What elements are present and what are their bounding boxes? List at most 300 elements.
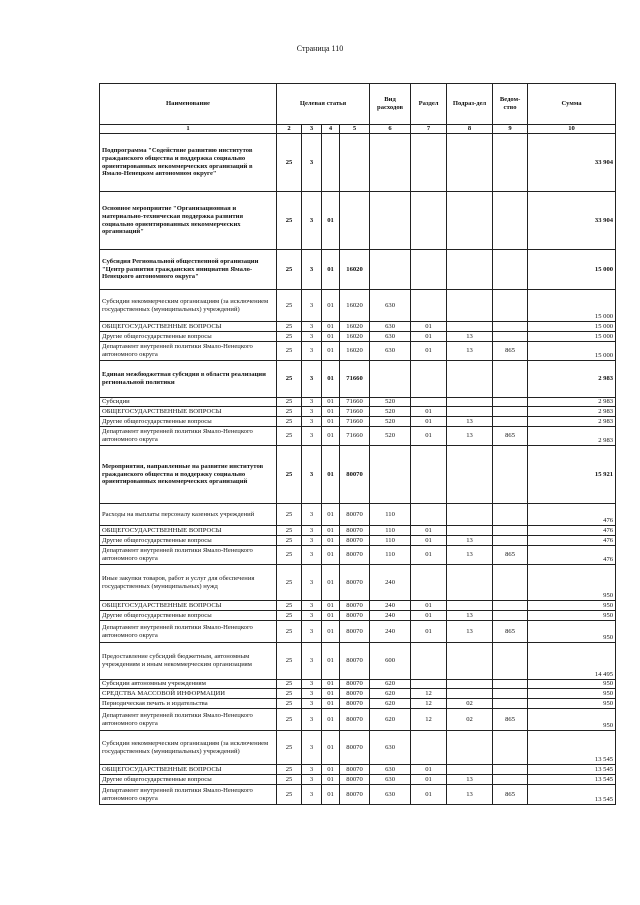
row-name-cell: ОБЩЕГОСУДАРСТВЕННЫЕ ВОПРОСЫ	[100, 407, 277, 417]
section-cell	[411, 134, 447, 192]
row-name-cell: Другие общегосударственные вопросы	[100, 775, 277, 785]
table-row	[100, 643, 616, 680]
subsection-cell	[447, 134, 493, 192]
target-code-4-cell: 80070	[340, 709, 370, 731]
target-code-4-cell: 71660	[340, 361, 370, 398]
target-code-1-cell: 25	[277, 398, 302, 407]
target-code-2-cell: 3	[302, 361, 322, 398]
department-cell	[493, 731, 528, 765]
subsection-cell: 13	[447, 546, 493, 565]
target-code-3-cell: 01	[322, 290, 340, 322]
department-cell: 865	[493, 546, 528, 565]
subsection-cell: 02	[447, 709, 493, 731]
expense-type-cell: 630	[370, 765, 411, 775]
target-code-4-cell: 80070	[340, 536, 370, 546]
col-header-subsection: Подраз-дел	[447, 84, 493, 125]
expense-type-cell: 620	[370, 709, 411, 731]
row-name-cell: Периодическая печать и издательства	[100, 699, 277, 709]
target-code-2-cell: 3	[302, 621, 322, 643]
subsection-cell: 13	[447, 427, 493, 446]
subsection-cell	[447, 731, 493, 765]
expense-type-cell: 630	[370, 731, 411, 765]
expense-type-cell: 600	[370, 643, 411, 680]
target-code-2-cell: 3	[302, 731, 322, 765]
target-code-3-cell: 01	[322, 775, 340, 785]
department-cell	[493, 504, 528, 526]
expense-type-cell: 520	[370, 407, 411, 417]
department-cell: 865	[493, 709, 528, 731]
target-code-4-cell: 71660	[340, 427, 370, 446]
table-row	[100, 546, 616, 565]
department-cell	[493, 680, 528, 689]
table-row	[100, 361, 616, 398]
expense-type-cell: 620	[370, 689, 411, 699]
column-number-row	[100, 125, 616, 134]
sum-cell: 13 545	[528, 785, 616, 805]
subsection-cell: 13	[447, 332, 493, 342]
department-cell: 865	[493, 785, 528, 805]
row-name-cell: Иные закупки товаров, работ и услуг для обеспечения государственных (муниципальных) нужд	[100, 565, 277, 601]
sum-cell: 950	[528, 621, 616, 643]
sum-cell: 476	[528, 504, 616, 526]
table-row	[100, 765, 616, 775]
department-cell	[493, 699, 528, 709]
target-code-3-cell: 01	[322, 765, 340, 775]
target-code-4-cell: 71660	[340, 407, 370, 417]
subsection-cell	[447, 361, 493, 398]
target-code-3-cell: 01	[322, 699, 340, 709]
section-cell	[411, 731, 447, 765]
target-code-4-cell: 80070	[340, 446, 370, 504]
subsection-cell	[447, 322, 493, 332]
section-cell: 01	[411, 601, 447, 611]
subsection-cell: 13	[447, 775, 493, 785]
row-name-cell: Департамент внутренней политики Ямало-Ненецкого автономного округа	[100, 785, 277, 805]
section-cell: 01	[411, 342, 447, 361]
row-name-cell: Другие общегосударственные вопросы	[100, 536, 277, 546]
sum-cell: 15 921	[528, 446, 616, 504]
expense-type-cell: 240	[370, 601, 411, 611]
col-number: 5	[340, 125, 370, 134]
target-code-4-cell: 80070	[340, 611, 370, 621]
target-code-4-cell: 80070	[340, 565, 370, 601]
table-row	[100, 250, 616, 290]
row-name-cell: ОБЩЕГОСУДАРСТВЕННЫЕ ВОПРОСЫ	[100, 601, 277, 611]
target-code-1-cell: 25	[277, 621, 302, 643]
target-code-3-cell: 01	[322, 785, 340, 805]
target-code-2-cell: 3	[302, 680, 322, 689]
target-code-2-cell: 3	[302, 342, 322, 361]
subsection-cell	[447, 643, 493, 680]
table-row	[100, 699, 616, 709]
department-cell	[493, 536, 528, 546]
subsection-cell	[447, 290, 493, 322]
sum-cell: 15 000	[528, 322, 616, 332]
target-code-1-cell: 25	[277, 689, 302, 699]
section-cell: 12	[411, 699, 447, 709]
subsection-cell: 13	[447, 611, 493, 621]
table-row	[100, 601, 616, 611]
section-cell: 01	[411, 407, 447, 417]
target-code-4-cell: 80070	[340, 680, 370, 689]
target-code-1-cell: 25	[277, 565, 302, 601]
target-code-1-cell: 25	[277, 765, 302, 775]
expense-type-cell	[370, 250, 411, 290]
target-code-4-cell: 16020	[340, 322, 370, 332]
table-row	[100, 775, 616, 785]
target-code-4-cell: 16020	[340, 332, 370, 342]
row-name-cell: Единая межбюджетная субсидия в области реализации региональной политики	[100, 361, 277, 398]
row-name-cell: Субсидии некоммерческим организациям (за исключением государственных (муниципальных) учреждений)	[100, 290, 277, 322]
target-code-3-cell: 01	[322, 621, 340, 643]
sum-cell: 476	[528, 536, 616, 546]
sum-cell: 2 983	[528, 427, 616, 446]
target-code-1-cell: 25	[277, 785, 302, 805]
target-code-3-cell: 01	[322, 417, 340, 427]
sum-cell: 15 000	[528, 342, 616, 361]
department-cell	[493, 689, 528, 699]
row-name-cell: Субсидия Региональной общественной организации "Центр развития гражданских инициатив Ямало-Ненецкого автономного округа"	[100, 250, 277, 290]
department-cell	[493, 446, 528, 504]
row-name-cell: Мероприятия, направленные на развитие институтов гражданского общества и поддержку социально ориентированных некоммерческих организаций	[100, 446, 277, 504]
col-header-target: Целевая статья	[277, 84, 370, 125]
expense-type-cell: 620	[370, 699, 411, 709]
target-code-4-cell: 71660	[340, 417, 370, 427]
subsection-cell	[447, 765, 493, 775]
expense-type-cell: 630	[370, 290, 411, 322]
expense-type-cell: 240	[370, 565, 411, 601]
target-code-3-cell: 01	[322, 427, 340, 446]
table-row	[100, 621, 616, 643]
target-code-3-cell: 01	[322, 643, 340, 680]
row-name-cell: ОБЩЕГОСУДАРСТВЕННЫЕ ВОПРОСЫ	[100, 526, 277, 536]
target-code-4-cell: 80070	[340, 765, 370, 775]
department-cell	[493, 565, 528, 601]
col-header-sum: Сумма	[528, 84, 616, 125]
col-number: 1	[100, 125, 277, 134]
expense-type-cell: 630	[370, 785, 411, 805]
table-row	[100, 417, 616, 427]
target-code-3-cell: 01	[322, 536, 340, 546]
target-code-1-cell: 25	[277, 361, 302, 398]
col-header-name: Наименование	[100, 84, 277, 125]
section-cell: 01	[411, 332, 447, 342]
table-row	[100, 680, 616, 689]
target-code-3-cell: 01	[322, 680, 340, 689]
target-code-1-cell: 25	[277, 680, 302, 689]
target-code-3-cell: 01	[322, 504, 340, 526]
target-code-3-cell: 01	[322, 611, 340, 621]
target-code-4-cell: 80070	[340, 699, 370, 709]
expense-type-cell	[370, 192, 411, 250]
subsection-cell	[447, 398, 493, 407]
section-cell	[411, 680, 447, 689]
target-code-3-cell: 01	[322, 446, 340, 504]
target-code-1-cell: 25	[277, 526, 302, 536]
section-cell: 01	[411, 526, 447, 536]
row-name-cell: Департамент внутренней политики Ямало-Ненецкого автономного округа	[100, 546, 277, 565]
section-cell: 01	[411, 546, 447, 565]
target-code-2-cell: 3	[302, 785, 322, 805]
target-code-2-cell: 3	[302, 643, 322, 680]
subsection-cell: 13	[447, 342, 493, 361]
subsection-cell: 13	[447, 536, 493, 546]
target-code-1-cell: 25	[277, 250, 302, 290]
sum-cell: 950	[528, 601, 616, 611]
target-code-3-cell: 01	[322, 689, 340, 699]
col-number: 3	[302, 125, 322, 134]
target-code-3-cell: 01	[322, 709, 340, 731]
target-code-2-cell: 3	[302, 134, 322, 192]
section-cell	[411, 565, 447, 601]
table-body	[100, 134, 616, 805]
table-row	[100, 731, 616, 765]
row-name-cell: Предоставление субсидий бюджетным, автономным учреждениям и иным некоммерческим организациям	[100, 643, 277, 680]
table-row	[100, 709, 616, 731]
target-code-2-cell: 3	[302, 417, 322, 427]
target-code-2-cell: 3	[302, 250, 322, 290]
target-code-4-cell: 80070	[340, 775, 370, 785]
target-code-2-cell: 3	[302, 699, 322, 709]
sum-cell: 2 983	[528, 417, 616, 427]
department-cell	[493, 332, 528, 342]
target-code-1-cell: 25	[277, 504, 302, 526]
target-code-1-cell: 25	[277, 322, 302, 332]
table-row	[100, 526, 616, 536]
col-number: 10	[528, 125, 616, 134]
department-cell	[493, 192, 528, 250]
department-cell	[493, 526, 528, 536]
expense-type-cell: 240	[370, 621, 411, 643]
sum-cell: 33 904	[528, 134, 616, 192]
expense-type-cell: 630	[370, 322, 411, 332]
row-name-cell: Субсидии автономным учреждениям	[100, 680, 277, 689]
target-code-2-cell: 3	[302, 601, 322, 611]
target-code-3-cell: 01	[322, 250, 340, 290]
department-cell: 865	[493, 342, 528, 361]
sum-cell: 13 545	[528, 775, 616, 785]
subsection-cell	[447, 446, 493, 504]
col-number: 4	[322, 125, 340, 134]
target-code-4-cell: 80070	[340, 504, 370, 526]
sum-cell: 15 000	[528, 250, 616, 290]
target-code-4-cell: 80070	[340, 689, 370, 699]
target-code-3-cell: 01	[322, 546, 340, 565]
col-header-section: Раздел	[411, 84, 447, 125]
section-cell: 01	[411, 427, 447, 446]
table-row	[100, 407, 616, 417]
expense-type-cell: 520	[370, 427, 411, 446]
target-code-3-cell	[322, 134, 340, 192]
expense-type-cell: 110	[370, 546, 411, 565]
col-header-dept: Ведом-ство	[493, 84, 528, 125]
department-cell	[493, 775, 528, 785]
target-code-3-cell: 01	[322, 731, 340, 765]
sum-cell: 2 983	[528, 361, 616, 398]
expense-type-cell: 110	[370, 504, 411, 526]
target-code-1-cell: 25	[277, 643, 302, 680]
target-code-1-cell: 25	[277, 192, 302, 250]
target-code-2-cell: 3	[302, 504, 322, 526]
department-cell	[493, 250, 528, 290]
table-row	[100, 504, 616, 526]
target-code-1-cell: 25	[277, 601, 302, 611]
target-code-4-cell: 80070	[340, 546, 370, 565]
target-code-1-cell: 25	[277, 699, 302, 709]
table-row	[100, 134, 616, 192]
target-code-3-cell: 01	[322, 192, 340, 250]
target-code-4-cell: 16020	[340, 290, 370, 322]
target-code-4-cell	[340, 134, 370, 192]
subsection-cell	[447, 504, 493, 526]
target-code-4-cell: 80070	[340, 731, 370, 765]
subsection-cell: 13	[447, 785, 493, 805]
row-name-cell: Другие общегосударственные вопросы	[100, 332, 277, 342]
row-name-cell: Субсидии некоммерческим организациям (за исключением государственных (муниципальных) учреждений)	[100, 731, 277, 765]
target-code-2-cell: 3	[302, 526, 322, 536]
section-cell	[411, 192, 447, 250]
table-row	[100, 332, 616, 342]
section-cell: 01	[411, 785, 447, 805]
table-row	[100, 536, 616, 546]
target-code-2-cell: 3	[302, 322, 322, 332]
sum-cell: 13 545	[528, 765, 616, 775]
table-row	[100, 427, 616, 446]
sum-cell: 950	[528, 709, 616, 731]
section-cell: 01	[411, 536, 447, 546]
target-code-2-cell: 3	[302, 192, 322, 250]
row-name-cell: Основное мероприятие "Организационная и материально-техническая поддержка развития социально ориентированных некоммерческих организаций"	[100, 192, 277, 250]
section-cell	[411, 398, 447, 407]
section-cell	[411, 290, 447, 322]
expense-type-cell	[370, 446, 411, 504]
table-row	[100, 398, 616, 407]
target-code-3-cell: 01	[322, 601, 340, 611]
row-name-cell: Другие общегосударственные вопросы	[100, 417, 277, 427]
subsection-cell	[447, 192, 493, 250]
target-code-3-cell: 01	[322, 407, 340, 417]
target-code-4-cell: 80070	[340, 601, 370, 611]
subsection-cell	[447, 250, 493, 290]
expense-type-cell: 630	[370, 332, 411, 342]
expense-type-cell	[370, 134, 411, 192]
target-code-1-cell: 25	[277, 731, 302, 765]
section-cell	[411, 250, 447, 290]
target-code-4-cell: 16020	[340, 250, 370, 290]
target-code-1-cell: 25	[277, 536, 302, 546]
row-name-cell: Другие общегосударственные вопросы	[100, 611, 277, 621]
expense-type-cell: 520	[370, 398, 411, 407]
department-cell	[493, 611, 528, 621]
table-row	[100, 689, 616, 699]
target-code-1-cell: 25	[277, 546, 302, 565]
target-code-2-cell: 3	[302, 536, 322, 546]
target-code-1-cell: 25	[277, 427, 302, 446]
row-name-cell: СРЕДСТВА МАССОВОЙ ИНФОРМАЦИИ	[100, 689, 277, 699]
target-code-3-cell: 01	[322, 322, 340, 332]
sum-cell: 950	[528, 611, 616, 621]
target-code-1-cell: 25	[277, 407, 302, 417]
target-code-3-cell: 01	[322, 526, 340, 536]
col-number: 2	[277, 125, 302, 134]
target-code-4-cell: 80070	[340, 643, 370, 680]
subsection-cell: 02	[447, 699, 493, 709]
target-code-1-cell: 25	[277, 709, 302, 731]
target-code-2-cell: 3	[302, 709, 322, 731]
target-code-1-cell: 25	[277, 775, 302, 785]
sum-cell: 15 000	[528, 332, 616, 342]
section-cell: 01	[411, 765, 447, 775]
row-name-cell: Департамент внутренней политики Ямало-Ненецкого автономного округа	[100, 342, 277, 361]
col-number: 6	[370, 125, 411, 134]
department-cell	[493, 601, 528, 611]
target-code-3-cell: 01	[322, 342, 340, 361]
table-row	[100, 785, 616, 805]
department-cell	[493, 361, 528, 398]
target-code-2-cell: 3	[302, 546, 322, 565]
target-code-3-cell: 01	[322, 398, 340, 407]
target-code-3-cell: 01	[322, 361, 340, 398]
section-cell: 01	[411, 611, 447, 621]
section-cell: 12	[411, 709, 447, 731]
department-cell	[493, 322, 528, 332]
sum-cell: 476	[528, 526, 616, 536]
section-cell	[411, 446, 447, 504]
department-cell	[493, 765, 528, 775]
target-code-2-cell: 3	[302, 407, 322, 417]
table-row	[100, 611, 616, 621]
subsection-cell: 13	[447, 417, 493, 427]
department-cell	[493, 290, 528, 322]
target-code-4-cell: 80070	[340, 785, 370, 805]
target-code-2-cell: 3	[302, 565, 322, 601]
table-row	[100, 565, 616, 601]
section-cell	[411, 504, 447, 526]
target-code-4-cell	[340, 192, 370, 250]
page-number: Страница 110	[296, 44, 344, 53]
sum-cell: 2 983	[528, 398, 616, 407]
table-row	[100, 446, 616, 504]
table-row	[100, 342, 616, 361]
row-name-cell: Департамент внутренней политики Ямало-Ненецкого автономного округа	[100, 709, 277, 731]
target-code-2-cell: 3	[302, 765, 322, 775]
target-code-3-cell: 01	[322, 332, 340, 342]
department-cell: 865	[493, 621, 528, 643]
row-name-cell: ОБЩЕГОСУДАРСТВЕННЫЕ ВОПРОСЫ	[100, 765, 277, 775]
subsection-cell	[447, 407, 493, 417]
subsection-cell	[447, 526, 493, 536]
section-cell: 01	[411, 322, 447, 332]
sum-cell: 33 904	[528, 192, 616, 250]
department-cell	[493, 417, 528, 427]
target-code-2-cell: 3	[302, 398, 322, 407]
sum-cell: 13 545	[528, 731, 616, 765]
department-cell	[493, 407, 528, 417]
subsection-cell: 13	[447, 621, 493, 643]
expense-type-cell: 630	[370, 775, 411, 785]
expense-type-cell: 630	[370, 342, 411, 361]
target-code-1-cell: 25	[277, 134, 302, 192]
expense-type-cell: 620	[370, 680, 411, 689]
expense-type-cell: 520	[370, 417, 411, 427]
col-number: 8	[447, 125, 493, 134]
target-code-1-cell: 25	[277, 611, 302, 621]
sum-cell: 476	[528, 546, 616, 565]
table-row	[100, 322, 616, 332]
sum-cell: 950	[528, 565, 616, 601]
target-code-3-cell: 01	[322, 565, 340, 601]
department-cell	[493, 643, 528, 680]
